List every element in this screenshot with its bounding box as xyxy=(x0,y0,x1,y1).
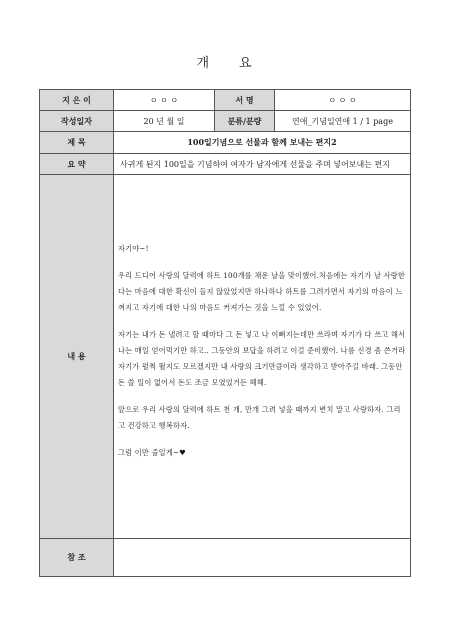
row-author xyxy=(40,90,411,111)
category-label: 분류/분량 xyxy=(215,111,275,132)
row-content xyxy=(40,175,411,539)
row-date xyxy=(40,111,411,132)
letter-paragraph: 자기는 내가 돈 낼려고 할 때마다 그 돈 넣고 나 이뻐지는데만 쓰라며 자기가 다 쓰고 해서 나는 매일 얻어먹기만 하고.. 그동안의 보답을 하려고 이걸 준비했어. 나름 신경 좀 쓴거라 자기가 펄쩍 뛸지도 모르겠지만 내 사랑의 크기만큼이라 생각하고 받아주길 바래. 그동안 돈 쓸 일이 없어서 돈도 조금 모였었거든 헤헤. xyxy=(118,330,406,387)
date-label: 작성일자 xyxy=(40,111,114,132)
summary-label: 요 약 xyxy=(40,154,114,175)
row-subject xyxy=(40,132,411,154)
document-title xyxy=(0,52,450,71)
reference-label: 참 조 xyxy=(40,539,114,577)
letter-closing xyxy=(118,445,406,461)
row-reference xyxy=(40,539,411,577)
letter-paragraph: 앞으로 우리 사랑의 달력에 하트 천 개, 만개 그려 넣을 때까지 변치 말고 사랑하자. 그리고 건강하고 행복하자. xyxy=(118,405,401,430)
category-value: 연애_기념일연애 1 / 1 page xyxy=(275,111,411,132)
heart-icon: ♥ xyxy=(179,448,186,457)
subject-label: 제 목 xyxy=(40,132,114,154)
summary-value: 사귀게 된지 100일을 기념하여 여자가 남자에게 선물을 주며 넣어보내는 편지 xyxy=(114,154,411,175)
overview-form-table xyxy=(39,89,411,577)
closing-text: 그럼 이만 줄일게~ xyxy=(118,448,180,457)
date-value: 20 년 월 일 xyxy=(114,111,215,132)
author-value: ㅇ ㅇ ㅇ xyxy=(114,90,215,111)
letter-text xyxy=(118,241,406,461)
content-label: 내 용 xyxy=(40,175,114,539)
content-body xyxy=(114,175,411,539)
letter-paragraph: 우리 드디어 사랑의 달력에 하트 100개를 채운 날을 맞이했어.처음에는 자기가 날 사랑한다는 마음에 대한 확신이 들지 않았었지만 하나하나 하트를 그려가면서 자기의 마음이 느껴지고 자기에 대한 나의 마음도 커져가는 것을 느낄 수 있었어. xyxy=(118,271,406,312)
author-label: 지 은 이 xyxy=(40,90,114,111)
subject-value: 100일기념으로 선물과 함께 보내는 편지2 xyxy=(114,132,411,154)
signature-label: 서 명 xyxy=(215,90,275,111)
letter-paragraph: 자기야~! xyxy=(118,244,149,253)
reference-value xyxy=(114,539,411,577)
signature-value: ㅇ ㅇ ㅇ xyxy=(275,90,411,111)
title-char-1: 개 xyxy=(196,56,211,71)
title-char-2: 요 xyxy=(239,56,254,71)
row-summary xyxy=(40,154,411,175)
